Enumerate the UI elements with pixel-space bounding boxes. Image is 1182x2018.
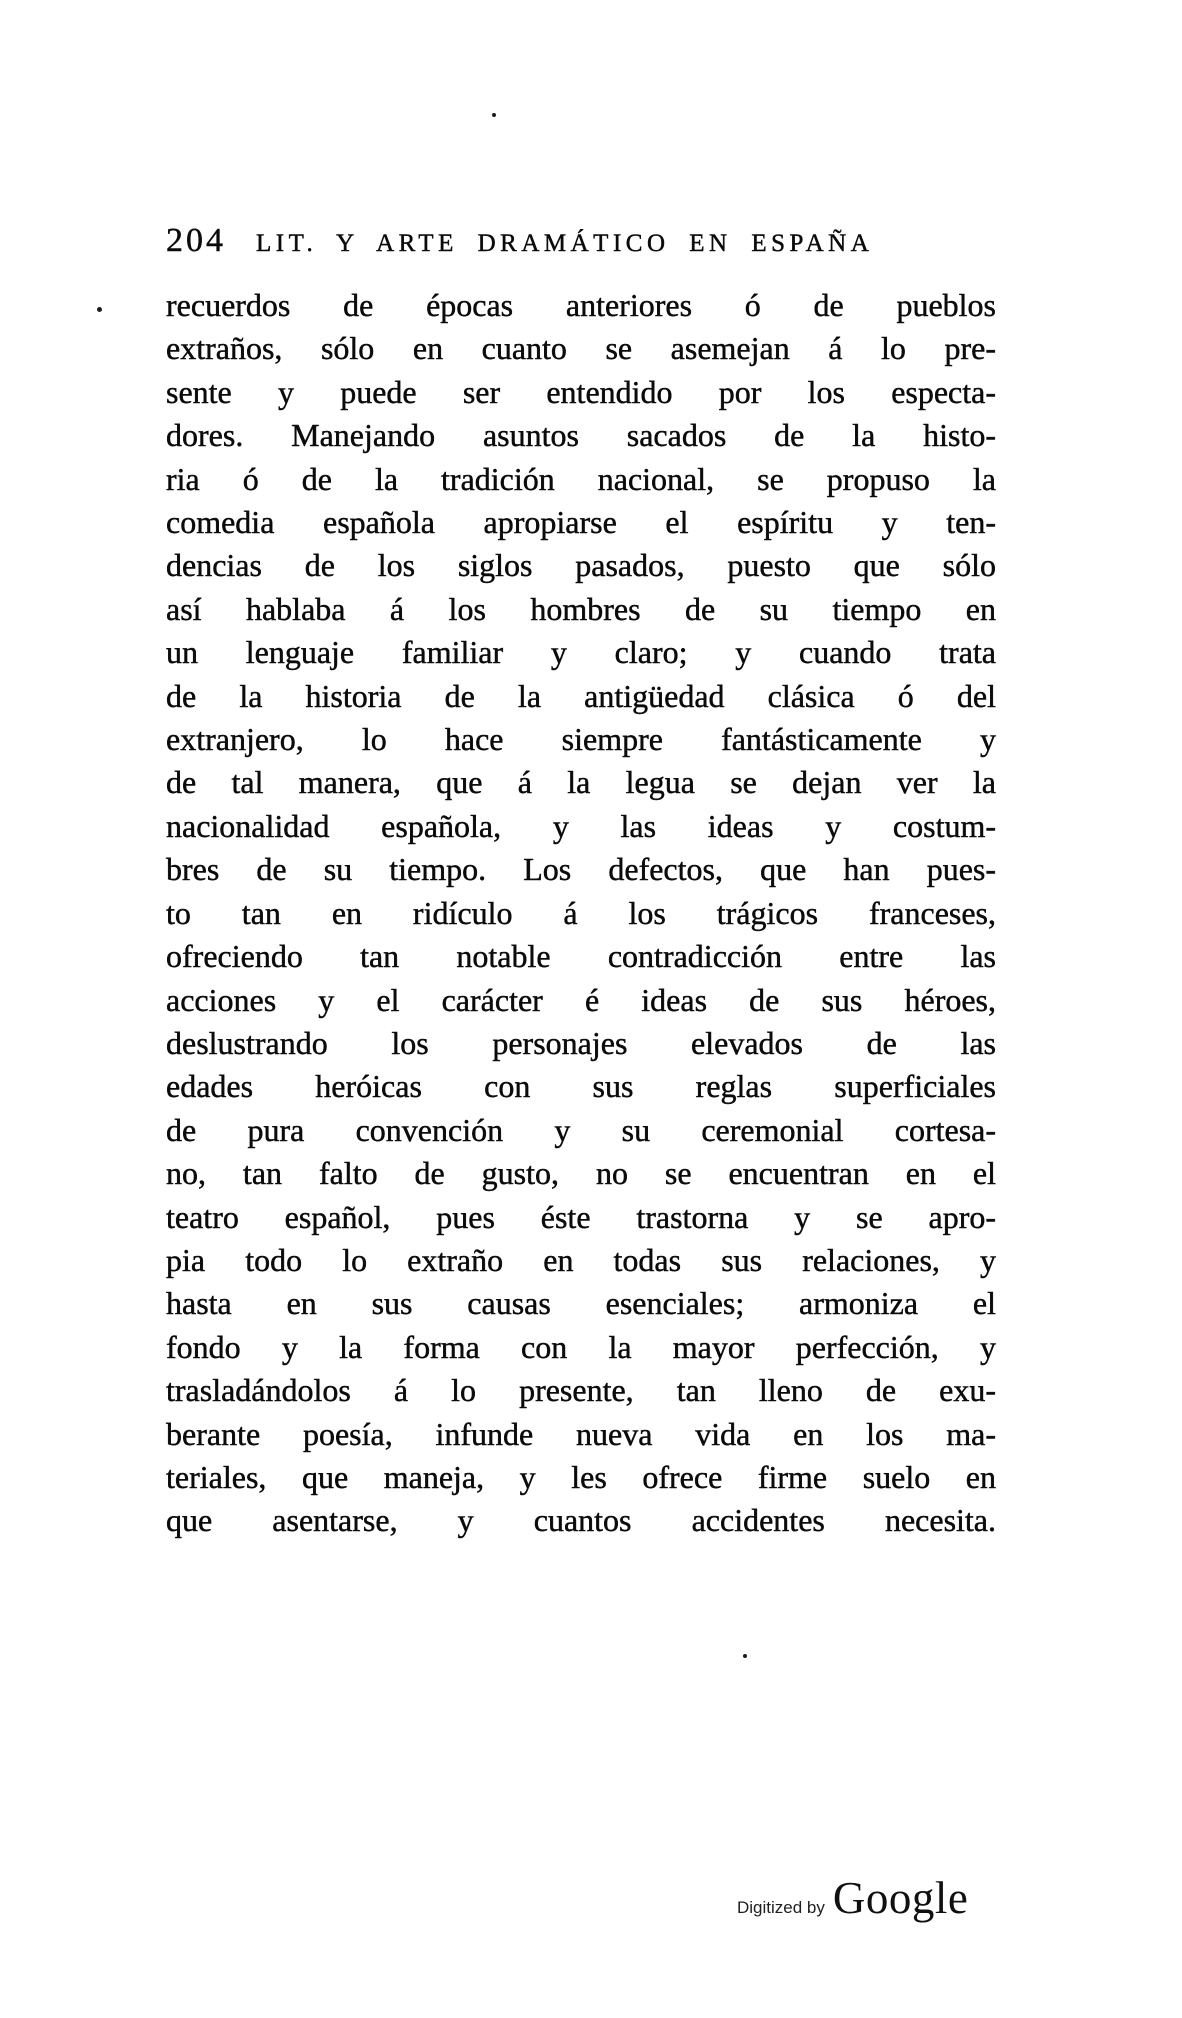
text-line: pia todo lo extraño en todas sus relaciones, y (166, 1241, 996, 1278)
text-line: ria ó de la tradición nacional, se propuso la (166, 460, 996, 497)
text-line: así hablaba á los hombres de su tiempo en (166, 590, 996, 627)
page-number: 204 (166, 222, 226, 259)
text-line: fondo y la forma con la mayor perfección, y (166, 1328, 996, 1365)
scan-speck-top (492, 113, 496, 117)
text-line: edades heróicas con sus reglas superficiales (166, 1068, 996, 1105)
running-title: LIT. Y ARTE DRAMÁTICO EN ESPAÑA (256, 230, 874, 257)
text-line: recuerdos de épocas anteriores ó de pueblos (166, 287, 996, 323)
watermark (737, 1872, 968, 1924)
text-line: teriales, que maneja, y les ofrece firme suelo en (166, 1458, 996, 1495)
google-logo: Google (832, 1873, 969, 1923)
text-line: to tan en ridículo á los trágicos franceses, (166, 894, 996, 931)
text-line: teatro español, pues éste trastorna y se apro- (166, 1198, 996, 1235)
text-line: que asentarse, y cuantos accidentes necesita. (166, 1502, 996, 1539)
text-line: comedia española apropiarse el espíritu y ten- (166, 504, 996, 541)
text-line: un lenguaje familiar y claro; y cuando trata (166, 634, 996, 671)
text-line: extraños, sólo en cuanto se asemejan á lo pre- (166, 330, 996, 367)
watermark-text: Digitized by (737, 1898, 825, 1917)
text-line: deslustrando los personajes elevados de las (166, 1024, 996, 1061)
text-line: no, tan falto de gusto, no se encuentran en el (166, 1155, 996, 1192)
text-line: hasta en sus causas esenciales; armoniza el (166, 1285, 996, 1322)
text-line: de tal manera, que á la legua se dejan ver la (166, 764, 996, 801)
text-line: de pura convención y su ceremonial cortesa- (166, 1111, 996, 1148)
page-header (166, 222, 873, 260)
scan-speck-left (97, 307, 102, 312)
text-line: de la historia de la antigüedad clásica ó del (166, 677, 996, 714)
text-line: extranjero, lo hace siempre fantásticamente y (166, 721, 996, 758)
scan-speck-bottom (743, 1654, 747, 1658)
text-line: berante poesía, infunde nueva vida en los ma- (166, 1415, 996, 1452)
text-line: dores. Manejando asuntos sacados de la histo- (166, 417, 996, 454)
text-line: nacionalidad española, y las ideas y costum- (166, 807, 996, 844)
text-line: acciones y el carácter é ideas de sus héroes, (166, 981, 996, 1018)
text-line: ofreciendo tan notable contradicción entre las (166, 938, 996, 975)
text-line: trasladándolos á lo presente, tan lleno de exu- (166, 1372, 996, 1409)
text-line: bres de su tiempo. Los defectos, que han pues- (166, 851, 996, 888)
text-line: dencias de los siglos pasados, puesto que sólo (166, 547, 996, 584)
body-text (166, 284, 996, 1543)
text-line: sente y puede ser entendido por los especta- (166, 373, 996, 410)
